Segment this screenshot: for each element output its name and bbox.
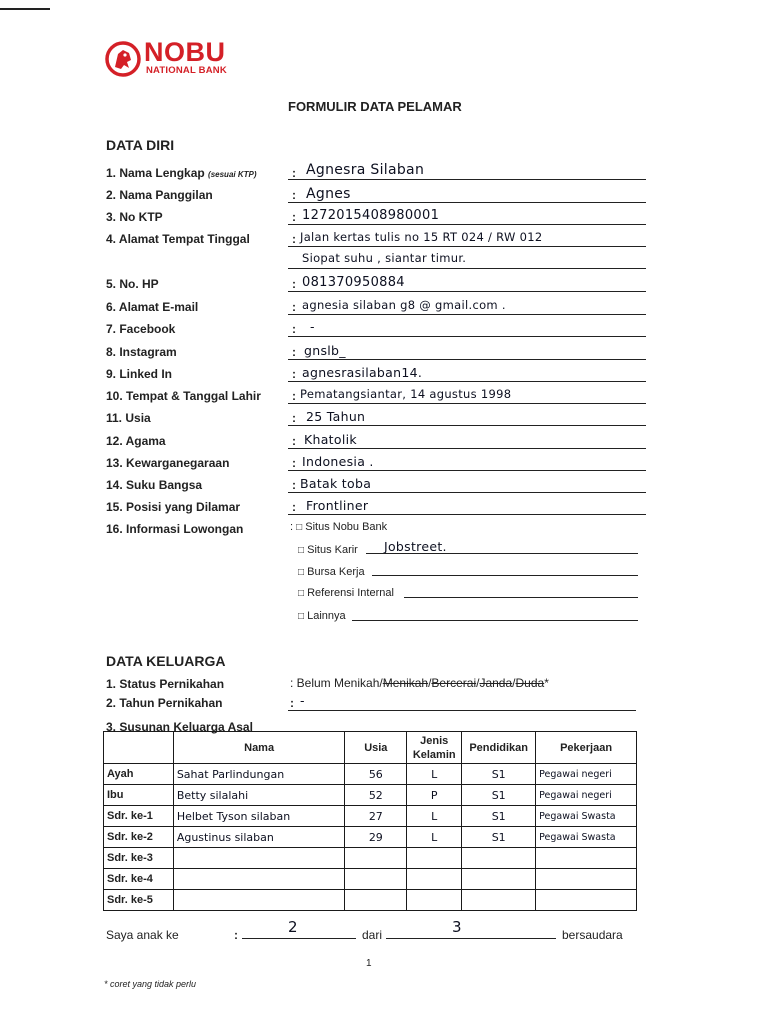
table-cell: Helbet Tyson silaban — [173, 806, 345, 827]
table-cell — [173, 869, 345, 890]
lion-emblem-icon — [104, 40, 142, 78]
table-cell: Sdr. ke-4 — [104, 869, 174, 890]
label-tahun-pernikahan: 2. Tahun Pernikahan — [106, 696, 223, 710]
checkbox-icon: □ — [298, 588, 305, 599]
label-susunan-keluarga: 3. Susunan Keluarga Asal — [106, 720, 253, 734]
colon: : — [292, 389, 296, 403]
table-cell: Pegawai negeri — [536, 785, 637, 806]
table-cell: Pegawai Swasta — [536, 827, 637, 848]
table-cell — [462, 890, 536, 911]
underline — [288, 246, 646, 247]
footnote: * coret yang tidak perlu — [104, 979, 197, 989]
table-cell — [536, 890, 637, 911]
table-cell — [462, 848, 536, 869]
value-anak-ke: 2 — [288, 918, 298, 936]
table-cell: 29 — [345, 827, 407, 848]
underline — [366, 553, 638, 554]
table-cell — [536, 848, 637, 869]
lowongan-option[interactable]: □ Bursa Kerja — [298, 566, 365, 578]
value-agama: Khatolik — [304, 432, 357, 447]
colon: : — [292, 322, 296, 336]
table-cell: Pegawai negeri — [536, 764, 637, 785]
colon: : — [290, 521, 297, 533]
underline — [404, 597, 638, 598]
label-usia: 11. Usia — [106, 411, 151, 425]
label-no-hp: 5. No. HP — [106, 277, 159, 291]
colon: : — [292, 411, 296, 425]
value-alamat-line2: Siopat suhu , siantar timur. — [302, 251, 467, 265]
table-cell — [462, 869, 536, 890]
table-cell: Agustinus silaban — [173, 827, 345, 848]
lowongan-option[interactable]: □ Lainnya — [298, 610, 346, 622]
value-no-hp: 081370950884 — [302, 275, 405, 290]
underline — [288, 425, 646, 426]
value-linkedin: agnesrasilaban14. — [302, 365, 423, 380]
label-no-ktp: 3. No KTP — [106, 210, 163, 224]
table-cell: Pegawai Swasta — [536, 806, 637, 827]
underline — [288, 224, 646, 225]
table-row — [104, 848, 637, 869]
label-email: 6. Alamat E-mail — [106, 300, 199, 314]
section-data-diri: DATA DIRI — [106, 137, 175, 153]
value-situs-karir: Jobstreet. — [384, 539, 447, 554]
value-posisi: Frontliner — [306, 498, 369, 513]
table-cell: S1 — [462, 806, 536, 827]
table-cell — [173, 890, 345, 911]
logo-subtitle: NATIONAL BANK — [146, 65, 227, 76]
value-instagram: gnslb_ — [304, 343, 346, 358]
value-no-ktp: 1272015408980001 — [302, 208, 440, 223]
underline — [288, 202, 646, 203]
table-cell — [173, 848, 345, 869]
scan-mark — [0, 8, 50, 10]
table-cell — [407, 869, 462, 890]
checkbox-icon: □ — [296, 522, 303, 533]
label-status-pernikahan: 1. Status Pernikahan — [106, 677, 225, 691]
table-cell — [345, 848, 407, 869]
value-dari: 3 — [452, 918, 462, 936]
value-suku: Batak toba — [300, 476, 372, 491]
table-cell — [345, 869, 407, 890]
colon: : — [292, 188, 296, 202]
colon: : — [292, 478, 296, 492]
underline — [288, 514, 646, 515]
colon: : — [292, 210, 296, 224]
table-cell: 52 — [345, 785, 407, 806]
label-suku: 14. Suku Bangsa — [106, 478, 203, 492]
colon: : — [292, 500, 296, 514]
colon: : — [292, 367, 296, 381]
table-cell: S1 — [462, 764, 536, 785]
table-row — [104, 890, 637, 911]
table-cell: L — [407, 827, 462, 848]
underline — [288, 710, 636, 711]
colon: : — [292, 300, 296, 314]
table-cell: Betty silalahi — [173, 785, 345, 806]
label-instagram: 8. Instagram — [106, 345, 177, 359]
colon: : — [292, 232, 296, 246]
table-header-row — [104, 732, 637, 764]
label-nama-lengkap: 1. Nama Lengkap (sesuai KTP) — [106, 166, 257, 180]
underline — [288, 381, 646, 382]
label-ttl: 10. Tempat & Tanggal Lahir — [106, 389, 261, 403]
label-bersaudara: bersaudara — [562, 928, 623, 942]
value-nama-lengkap: Agnesra Silaban — [306, 162, 425, 178]
family-table — [103, 731, 637, 911]
label-anak-ke: Saya anak ke — [106, 928, 179, 942]
table-cell — [407, 890, 462, 911]
table-cell: P — [407, 785, 462, 806]
table-cell: Ayah — [104, 764, 174, 785]
value-tahun-pernikahan: - — [300, 693, 305, 708]
table-row — [104, 827, 637, 848]
label-facebook: 7. Facebook — [106, 322, 176, 336]
underline — [288, 492, 646, 493]
table-cell: Sdr. ke-2 — [104, 827, 174, 848]
label-posisi: 15. Posisi yang Dilamar — [106, 500, 241, 514]
value-ttl: Pematangsiantar, 14 agustus 1998 — [300, 387, 512, 401]
colon: : — [290, 696, 294, 710]
nobu-logo — [104, 38, 254, 82]
label-alamat: 4. Alamat Tempat Tinggal — [106, 232, 250, 246]
label-kewarganegaraan: 13. Kewarganegaraan — [106, 456, 230, 470]
table-row — [104, 764, 637, 785]
table-cell: L — [407, 806, 462, 827]
form-title: FORMULIR DATA PELAMAR — [288, 99, 462, 114]
label-info-lowongan: 16. Informasi Lowongan — [106, 522, 244, 536]
table-cell: Sdr. ke-5 — [104, 890, 174, 911]
lowongan-option[interactable]: □ Situs Karir — [298, 544, 358, 556]
value-facebook: - — [310, 319, 315, 334]
table-cell: L — [407, 764, 462, 785]
underline — [288, 336, 646, 337]
table-header: Nama — [173, 732, 345, 764]
table-cell — [536, 869, 637, 890]
table-header: Pekerjaan — [536, 732, 637, 764]
table-cell: Sdr. ke-3 — [104, 848, 174, 869]
checkbox-icon: □ — [298, 545, 305, 556]
table-row — [104, 785, 637, 806]
colon: : — [234, 928, 238, 942]
table-cell: 56 — [345, 764, 407, 785]
value-usia: 25 Tahun — [306, 409, 366, 424]
colon: : — [292, 434, 296, 448]
value-nama-panggilan: Agnes — [306, 186, 351, 202]
underline — [352, 620, 638, 621]
table-header: Jenis Kelamin — [407, 732, 462, 764]
checkbox-icon: □ — [298, 611, 305, 622]
table-cell — [407, 848, 462, 869]
underline — [386, 938, 556, 939]
lowongan-option[interactable]: □ Referensi Internal — [298, 587, 394, 599]
table-cell: S1 — [462, 827, 536, 848]
page-number: 1 — [366, 958, 372, 969]
underline — [288, 314, 646, 315]
table-cell: S1 — [462, 785, 536, 806]
table-cell — [345, 890, 407, 911]
underline — [288, 291, 646, 292]
underline — [288, 448, 646, 449]
label-nama-panggilan: 2. Nama Panggilan — [106, 188, 213, 202]
label-linkedin: 9. Linked In — [106, 367, 173, 381]
table-header: Usia — [345, 732, 407, 764]
lowongan-option[interactable]: : □ Situs Nobu Bank — [290, 521, 388, 533]
underline — [288, 268, 646, 269]
table-cell: Ibu — [104, 785, 174, 806]
table-row — [104, 806, 637, 827]
underline — [288, 179, 646, 180]
table-cell: Sahat Parlindungan — [173, 764, 345, 785]
colon: : — [292, 166, 296, 180]
colon: : — [292, 345, 296, 359]
section-data-keluarga: DATA KELUARGA — [106, 653, 226, 669]
table-header — [104, 732, 174, 764]
colon: : — [292, 456, 296, 470]
logo-brand: NOBU — [144, 37, 226, 67]
underline — [288, 403, 646, 404]
underline — [372, 575, 638, 576]
value-email: agnesia silaban g8 @ gmail.com . — [302, 298, 506, 312]
colon: : — [292, 277, 296, 291]
table-cell: 27 — [345, 806, 407, 827]
label-dari: dari — [362, 928, 383, 942]
table-cell: Sdr. ke-1 — [104, 806, 174, 827]
checkbox-icon: □ — [298, 567, 305, 578]
underline — [288, 470, 646, 471]
status-options: : Belum Menikah/Menikah/Bercerai/Janda/Duda* — [290, 676, 549, 690]
underline — [242, 938, 356, 939]
value-kewarganegaraan: Indonesia . — [302, 454, 374, 469]
label-agama: 12. Agama — [106, 434, 166, 448]
underline — [288, 359, 646, 360]
table-row — [104, 869, 637, 890]
value-alamat-line1: Jalan kertas tulis no 15 RT 024 / RW 012 — [300, 230, 543, 244]
table-header: Pendidikan — [462, 732, 536, 764]
